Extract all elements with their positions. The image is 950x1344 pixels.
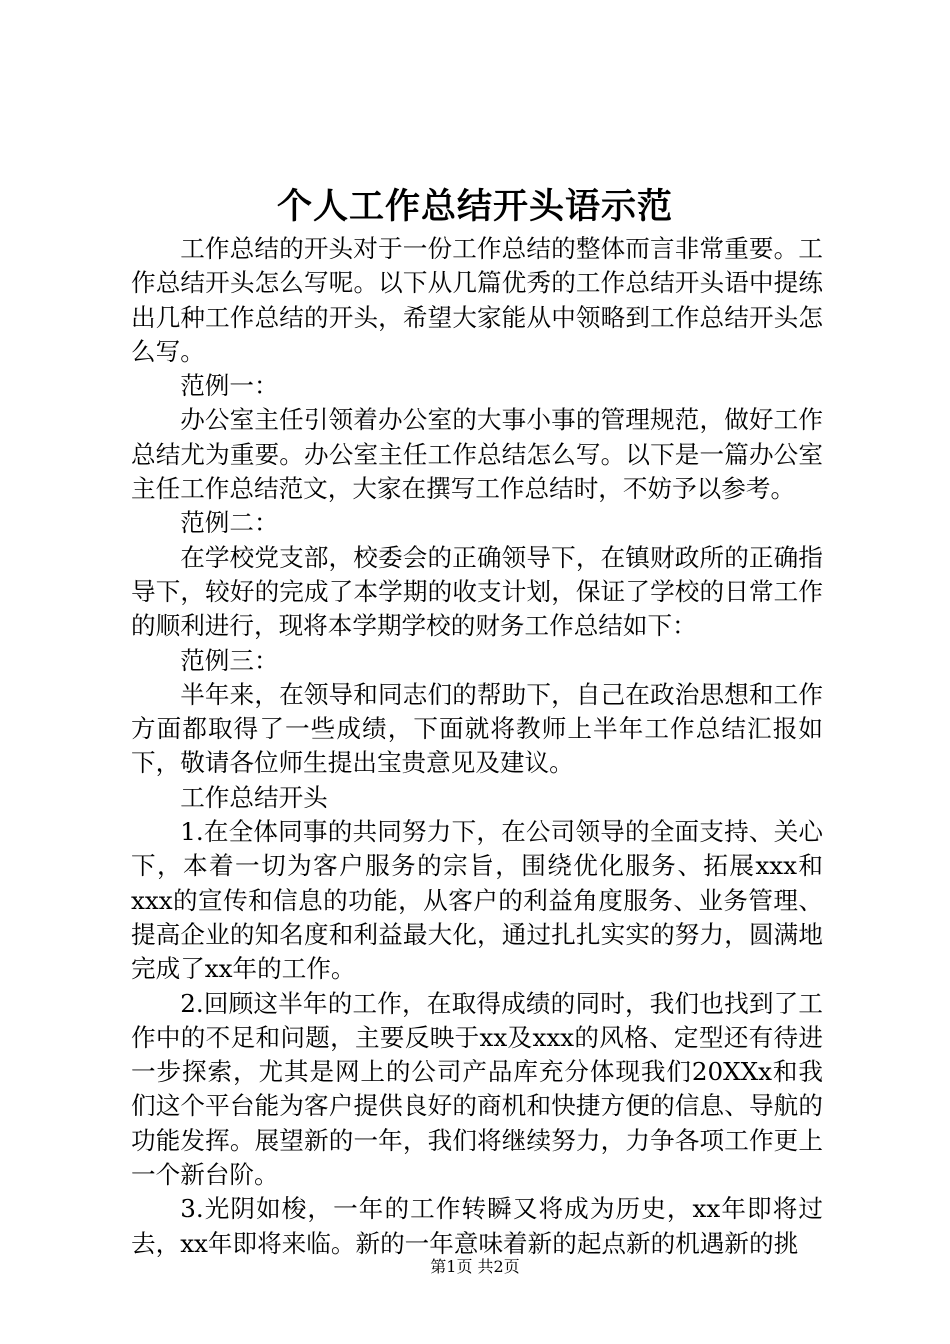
page-footer: 第1页 共2页 xyxy=(430,1257,520,1276)
paragraph-example-1: 办公室主任引领着办公室的大事小事的管理规范，做好工作总结尤为重要。办公室主任工作总结怎么写。以下是一篇办公室主任工作总结范文，大家在撰写工作总结时，不妨予以参考。 xyxy=(131,405,823,504)
paragraph-example-3: 半年来，在领导和同志们的帮助下，自己在政治思想和工作方面都取得了一些成绩，下面就将教师上半年工作总结汇报如下，敬请各位师生提出宝贵意见及建议。 xyxy=(131,679,823,778)
paragraph-item-3: 3.光阴如梭，一年的工作转瞬又将成为历史，xx年即将过去，xx年即将来临。新的一年意味着新的起点新的机遇新的挑 xyxy=(131,1194,823,1258)
paragraph-section-heading: 工作总结开头 xyxy=(180,782,328,812)
paragraph-example-3-heading: 范例三： xyxy=(180,645,279,675)
paragraph-example-1-heading: 范例一： xyxy=(180,371,279,401)
document-body xyxy=(131,232,823,1261)
paragraph-intro: 工作总结的开头对于一份工作总结的整体而言非常重要。工作总结开头怎么写呢。以下从几篇优秀的工作总结开头语中提练出几种工作总结的开头，希望大家能从中领略到工作总结开头怎么写。 xyxy=(131,234,823,366)
paragraph-example-2: 在学校党支部，校委会的正确领导下，在镇财政所的正确指导下，较好的完成了本学期的收支计划，保证了学校的日常工作的顺利进行，现将本学期学校的财务工作总结如下： xyxy=(131,542,823,641)
paragraph-example-2-heading: 范例二： xyxy=(180,508,279,538)
paragraph-item-2: 2.回顾这半年的工作，在取得成绩的同时，我们也找到了工作中的不足和问题，主要反映于xx及xxx的风格、定型还有待进一步探索，尤其是网上的公司产品库充分体现我们20XXx和我们这个平台能为客户提供良好的商机和快捷方便的信息、导航的功能发挥。展望新的一年，我们将继续努力，力争各项工作更上一个新台阶。 xyxy=(131,988,823,1190)
document-title: 个人工作总结开头语示范 xyxy=(276,186,673,227)
paragraph-item-1: 1.在全体同事的共同努力下，在公司领导的全面支持、关心下，本着一切为客户服务的宗旨，围绕优化服务、拓展xxx和xxx的宣传和信息的功能，从客户的利益角度服务、业务管理、提高企业的知名度和利益最大化，通过扎扎实实的努力，圆满地完成了xx年的工作。 xyxy=(131,817,823,984)
